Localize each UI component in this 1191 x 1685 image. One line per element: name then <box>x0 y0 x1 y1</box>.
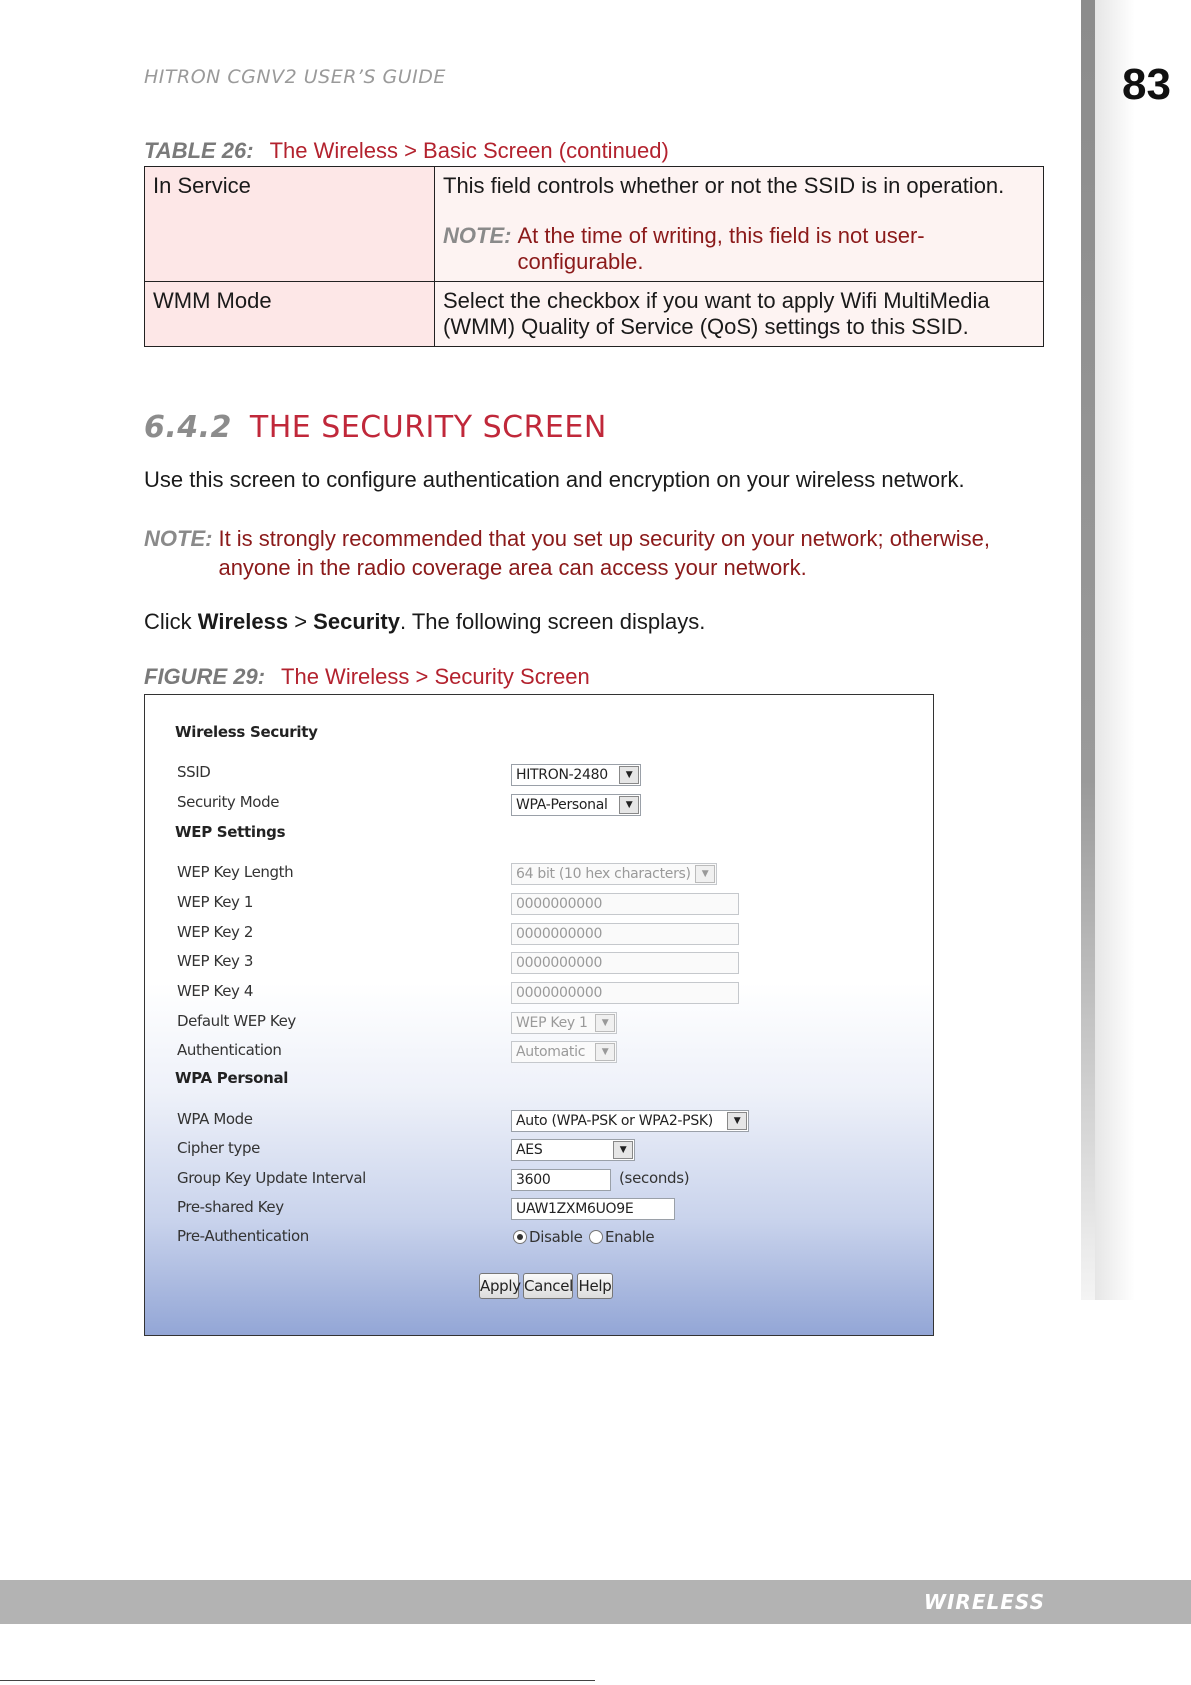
security-mode-select[interactable] <box>511 794 641 816</box>
note-label: NOTE: <box>443 223 512 248</box>
table-row <box>145 167 1044 282</box>
figure-caption-text: The Wireless > Security Screen <box>281 664 590 689</box>
chevron-down-icon[interactable]: ▼ <box>727 1112 747 1130</box>
wep-key2-input[interactable]: 0000000000 <box>511 923 739 945</box>
security-mode-label: Security Mode <box>177 793 280 811</box>
chevron-down-icon[interactable]: ▼ <box>695 865 715 883</box>
wireless-security-heading: Wireless Security <box>175 723 318 741</box>
click-sep: > <box>288 609 314 634</box>
menu-security: Security <box>313 609 400 634</box>
wpa-mode-value: Auto (WPA-PSK or WPA2-PSK) <box>516 1113 713 1129</box>
table-caption-label: TABLE 26: <box>144 138 254 163</box>
security-mode-value: WPA-Personal <box>516 797 608 813</box>
page-edge-shadow <box>1095 0 1135 1300</box>
field-table <box>144 166 1044 347</box>
chapter-label: WIRELESS <box>923 1590 1045 1614</box>
wep-key-length-select[interactable] <box>511 863 717 885</box>
cancel-button[interactable]: Cancel <box>523 1273 573 1299</box>
wep-key1-label: WEP Key 1 <box>177 893 254 911</box>
chevron-down-icon[interactable]: ▼ <box>619 766 639 784</box>
default-wep-key-select[interactable] <box>511 1012 617 1034</box>
wep-key-length-label: WEP Key Length <box>177 863 294 881</box>
default-wep-key-label: Default WEP Key <box>177 1012 296 1030</box>
wep-key3-label: WEP Key 3 <box>177 952 254 970</box>
cipher-type-value: AES <box>516 1142 543 1158</box>
wep-key4-input[interactable]: 0000000000 <box>511 982 739 1004</box>
pre-authentication-label: Pre-Authentication <box>177 1227 309 1245</box>
menu-wireless: Wireless <box>197 609 289 634</box>
pre-shared-key-input[interactable]: UAW1ZXM6UO9E <box>511 1198 675 1220</box>
authentication-value: Automatic <box>516 1044 586 1060</box>
table-caption <box>144 138 669 164</box>
running-header: HITRON CGNV2 USER’S GUIDE <box>144 66 446 88</box>
click-instruction <box>144 608 705 636</box>
chevron-down-icon[interactable]: ▼ <box>595 1043 615 1061</box>
authentication-label: Authentication <box>177 1041 282 1059</box>
page-number: 83 <box>1122 60 1171 109</box>
group-key-interval-input[interactable]: 3600 <box>511 1169 611 1191</box>
table-caption-text: The Wireless > Basic Screen (continued) <box>269 138 669 163</box>
ssid-label: SSID <box>177 763 211 781</box>
figure-caption-label: FIGURE 29: <box>144 664 266 689</box>
table-row <box>145 282 1044 347</box>
bottom-rule <box>0 1680 595 1681</box>
cipher-type-select[interactable] <box>511 1139 635 1161</box>
ssid-value: HITRON-2480 <box>516 767 608 783</box>
help-button[interactable]: Help <box>577 1273 613 1299</box>
section-heading <box>144 410 607 445</box>
security-screen-figure <box>144 694 934 1336</box>
figure-caption <box>144 664 590 690</box>
footer-band <box>0 1580 1191 1624</box>
click-post: . The following screen displays. <box>400 609 706 634</box>
wep-key4-label: WEP Key 4 <box>177 982 254 1000</box>
description-text: This field controls whether or not the SSID is in operation. <box>443 173 1005 198</box>
intro-paragraph: Use this screen to configure authentication and encryption on your wireless network. <box>144 467 965 492</box>
default-wep-key-value: WEP Key 1 <box>516 1015 588 1031</box>
wpa-mode-label: WPA Mode <box>177 1110 253 1128</box>
wpa-personal-heading: WPA Personal <box>175 1069 289 1087</box>
description-cell: Select the checkbox if you want to apply Wifi MultiMedia (WMM) Quality of Service (QoS) settings to this SSID. <box>435 282 1044 347</box>
wep-key-length-value: 64 bit (10 hex characters) <box>516 866 691 882</box>
field-name-cell: WMM Mode <box>145 282 435 347</box>
note-text: At the time of writing, this field is not user-configurable. <box>517 223 925 274</box>
section-number: 6.4.2 <box>144 410 232 445</box>
wep-key2-label: WEP Key 2 <box>177 923 254 941</box>
chevron-down-icon[interactable]: ▼ <box>613 1141 633 1159</box>
cipher-type-label: Cipher type <box>177 1139 260 1157</box>
disable-radio[interactable] <box>513 1230 527 1244</box>
disable-radio-label: Disable <box>529 1228 583 1246</box>
note-label: NOTE: <box>144 526 213 551</box>
note-text: It is strongly recommended that you set up security on your network; otherwise, anyone in the radio coverage area can access your network. <box>218 526 991 580</box>
security-note <box>144 524 1044 582</box>
wpa-mode-select[interactable] <box>511 1110 749 1132</box>
click-pre: Click <box>144 609 198 634</box>
enable-radio[interactable] <box>589 1230 603 1244</box>
section-title: THE SECURITY SCREEN <box>249 410 607 445</box>
wep-key1-input[interactable]: 0000000000 <box>511 893 739 915</box>
apply-button[interactable]: Apply <box>479 1273 519 1299</box>
page-edge-bar <box>1081 0 1095 1300</box>
description-cell <box>435 167 1044 282</box>
enable-radio-label: Enable <box>605 1228 655 1246</box>
seconds-unit: (seconds) <box>619 1169 690 1187</box>
pre-shared-key-label: Pre-shared Key <box>177 1198 284 1216</box>
field-name-cell: In Service <box>145 167 435 282</box>
group-key-interval-label: Group Key Update Interval <box>177 1169 366 1187</box>
authentication-select[interactable] <box>511 1041 617 1063</box>
chevron-down-icon[interactable]: ▼ <box>595 1014 615 1032</box>
wep-key3-input[interactable]: 0000000000 <box>511 952 739 974</box>
table-note <box>443 223 1035 275</box>
wep-settings-heading: WEP Settings <box>175 823 286 841</box>
ssid-select[interactable] <box>511 764 641 786</box>
chevron-down-icon[interactable]: ▼ <box>619 796 639 814</box>
